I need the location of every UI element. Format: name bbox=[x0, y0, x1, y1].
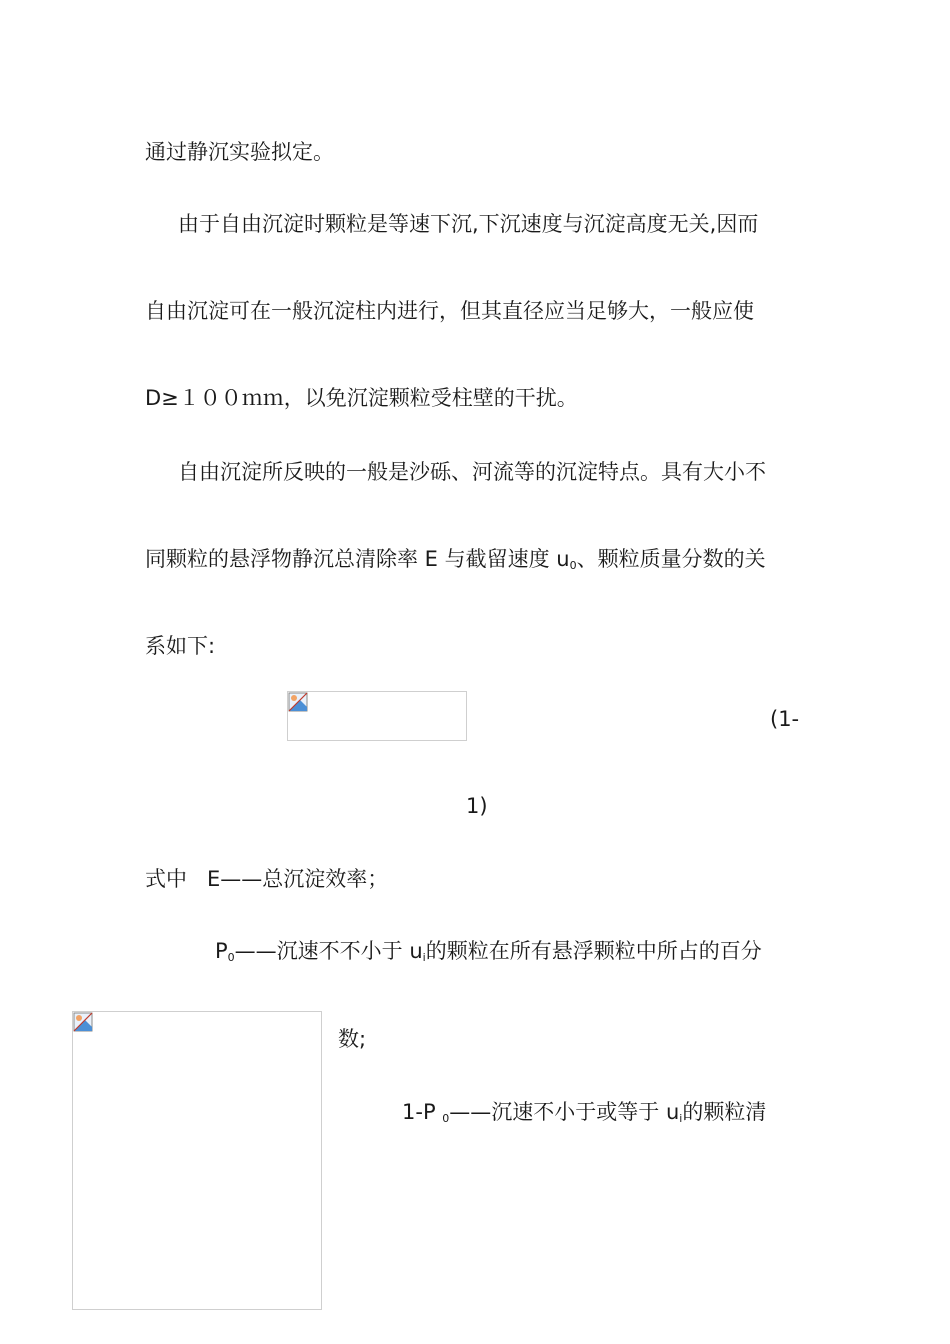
text-run: 的颗粒清 bbox=[682, 1100, 767, 1124]
paragraph-line: D≥１００ｍｍ，以免沉淀颗粒受柱壁的干扰。 bbox=[145, 386, 578, 410]
broken-image-icon bbox=[288, 692, 308, 712]
paragraph-line bbox=[145, 545, 766, 580]
paragraph-line: 系如下: bbox=[145, 634, 216, 658]
subscript: i bbox=[422, 951, 426, 964]
definition-line: 数; bbox=[338, 1027, 367, 1051]
paragraph-line: 自由沉淀可在一般沉淀柱内进行，但其直径应当足够大，一般应使 bbox=[145, 299, 754, 323]
figure-image bbox=[72, 1011, 322, 1310]
text-run: 的颗粒在所有悬浮颗粒中所占的百分 bbox=[425, 939, 762, 963]
subscript: 0 bbox=[442, 1112, 450, 1125]
definition-line: 式中 E——总沉淀效率； bbox=[145, 867, 389, 891]
text-run: 、颗粒质量分数的关 bbox=[576, 547, 766, 571]
text-run: P bbox=[215, 939, 228, 963]
paragraph-line: 由于自由沉淀时颗粒是等速下沉,下沉速度与沉淀高度无关,因而 bbox=[178, 212, 759, 236]
subscript: 0 bbox=[569, 559, 577, 572]
equation-number: (1- bbox=[770, 707, 800, 731]
definition-line bbox=[215, 937, 762, 972]
text-run: 同颗粒的悬浮物静沉总清除率 E 与截留速度 u bbox=[145, 547, 570, 571]
text-run: 1-P bbox=[402, 1100, 443, 1124]
text-run: ——沉速不不小于 u bbox=[234, 939, 423, 963]
equation-number: 1) bbox=[466, 794, 488, 818]
definition-line bbox=[402, 1098, 766, 1133]
subscript: 0 bbox=[227, 951, 235, 964]
paragraph-line: 自由沉淀所反映的一般是沙砾、河流等的沉淀特点。具有大小不 bbox=[178, 460, 766, 484]
subscript: i bbox=[679, 1112, 683, 1125]
equation-image bbox=[287, 691, 467, 741]
paragraph-line: 通过静沉实验拟定。 bbox=[145, 140, 334, 164]
broken-image-icon bbox=[73, 1012, 93, 1032]
text-run: ——沉速不小于或等于 u bbox=[449, 1100, 680, 1124]
